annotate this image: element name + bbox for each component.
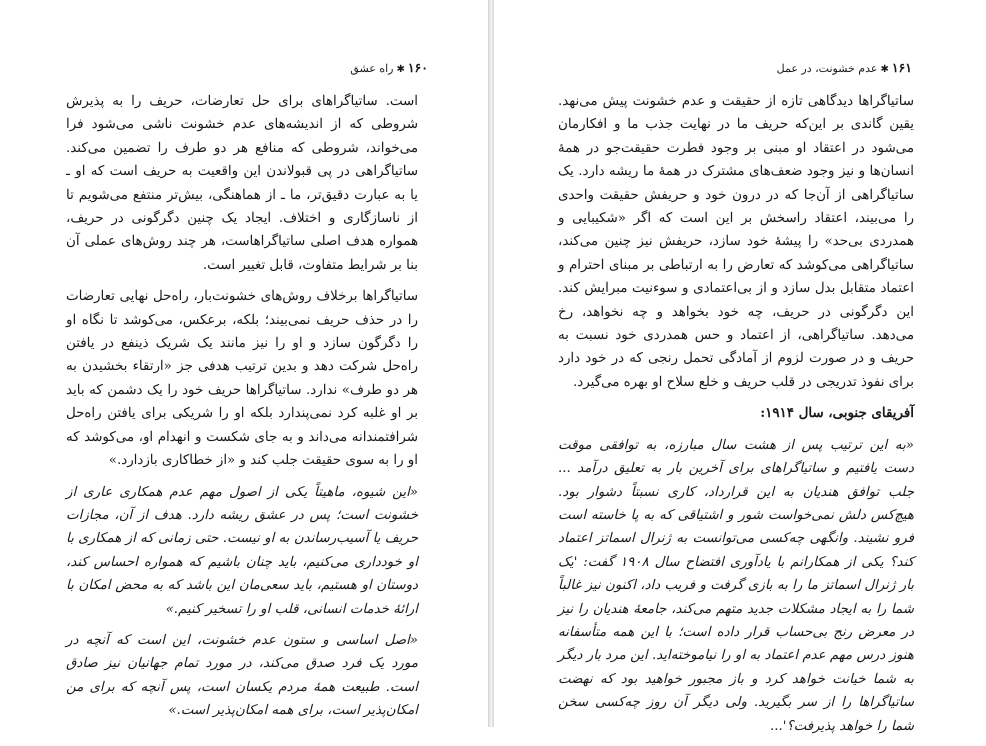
left-header-star-icon: ✱: [396, 64, 405, 75]
left-header-title: راه عشق: [350, 62, 394, 75]
right-running-head: [777, 60, 912, 75]
left-paragraph-1: است. ساتیاگراهای برای حل تعارضات، حریف را به پذیرش شروطی که از اندیشه‌های عدم خشونت ناشی می‌شود فرا می‌خواند، شروطی که منافع هر دو طرف را تضمین می‌کند. ساتیاگراهی در پی قبولاندن این واقعیت به حریف است که او ـ یا به عبارت دقیق‌تر، ما ـ از هماهنگی، بیش‌تر منتفع می‌شویم تا از ناسازگاری و اختلاف. ایجاد یک چنین دگرگونی در حریف، همواره هدف اصلی ساتیاگراهاست، هر چند روش‌های عملی آن بنا بر شرایط متفاوت، قابل تغییر است.: [66, 94, 418, 273]
left-running-head: [350, 60, 428, 75]
right-header-title: عدم خشونت، در عمل: [776, 62, 878, 75]
right-page-number: ۱۶۱: [891, 60, 912, 75]
section-heading: آفریقای جنوبی، سال ۱۹۱۴:: [760, 405, 914, 422]
right-body-text: [558, 90, 914, 746]
left-quote-2: «اصل اساسی و ستون عدم خشونت، این است که آنچه در مورد یک فرد صدق می‌کند، در مورد تمام جهانیان نیز صادق است. طبیعت همهٔ مردم یکسان است، پس آنچه که برای من امکان‌پذیر است، برای همه امکان‌پذیر است.»: [66, 632, 418, 719]
left-paragraph-2: ساتیاگراها برخلاف روش‌های خشونت‌بار، راه‌حل نهایی تعارضات را در حذف حریف نمی‌بیند؛ بلکه، برعکس، می‌کوشد تا نگاه او را دگرگون سازد و او را نیز مانند یک شریک ذینفع در یافتن راه‌حل شرکت دهد و بدین ترتیب هدفی جز «ارتقاء بخشیدن به هر دو طرف» ندارد. ساتیاگراها حریف خود را یک دشمن که باید بر او غلبه کرد نمی‌پندارد بلکه او را شریکی برای یافتن راه‌حل شرافتمندانه می‌داند و به جای شکست و انهدام او، می‌کوشد که او را به سوی حقیقت جلب کند و «از خطاکاری بازدارد.»: [66, 289, 418, 469]
left-quote-1: «این شیوه، ماهیتاً یکی از اصول مهم عدم همکاری عاری از خشونت است؛ پس در عشق ریشه دارد. هدف از آن، مجازات حریف یا آسیب‌رساندن به او نیست. حتی زمانی که از همکاری با او خودداری می‌کنیم، باید چنان باشیم که همواره احساس کند، دوستان او هستیم، باید سعی‌مان این باشد که به محض امکان با ارائهٔ خدمات انسانی، قلب او را تسخیر کنیم.»: [66, 484, 418, 617]
right-paragraph-1: ساتیاگراها دیدگاهی تازه از حقیقت و عدم خشونت پیش می‌نهد. یقین گاندی بر این‌که حریف ما در نهایت جذب ما و افکارمان می‌شود در اعتقاد او مبنی بر وجود فطرت حقیقت‌جو در همهٔ انسان‌ها و نیز وجود ضعف‌های مشترک در همهٔ ما ریشه دارد. یک ساتیاگراهی از آن‌جا که در درون خود و حریفش حقیقت واحدی را می‌بیند، اعتقاد راسخش بر این است که اگر «شکیبایی و همدردی بی‌حد» را پیشهٔ خود سازد، حریفش نیز چنین می‌کند، ساتیاگراهی می‌کوشد که تعارض را به ارتباطی بر مبنای احترام و اعتماد متقابل بدل سازد و از بی‌اعتمادی و سوءنیت مبرایش کند. این دگرگونی در حریف، چه خود بخواهد و چه نخواهد، رخ می‌دهد. ساتیاگراهی، از اعتماد و حس همدردی خود نسبت به حریف و در صورت لزوم از آمادگی تحمل رنجی که در خود دارد برای نفوذ تدریجی در قلب حریف و خلع سلاح او بهره می‌گیرد.: [558, 94, 914, 390]
right-page: [494, 0, 986, 734]
right-header-star-icon: ✱: [880, 64, 889, 75]
right-quote-1: «به این ترتیب پس از هشت سال مبارزه، به توافقی موقت دست یافتیم و ساتیاگراهای برای آخرین بار به تعلیق درآمد ... جلب توافق هندیان به این قرارداد، کاری نسبتاً دشوار بود. هیچ‌کس دلش نمی‌خواست شور و اشتیاقی که به پا خاسته است فرو نشیند. وانگهی چه‌کسی می‌توانست به ژنرال اسماتز اعتماد کند؟ یکی از همکارانم با یادآوری افتضاح سال ۱۹۰۸ گفت: 'یک بار ژنرال اسماتز ما را به بازی گرفت و فریب داد، اکنون نیز غالباً شما را به ایجاد مشکلات جدید متهم می‌کند، جامعهٔ هندیان را نیز در معرض رنج بی‌حساب قرار داده است؛ با این همه متأسفانه هنوز درس مهم عدم اعتماد به او را نیاموخته‌اید. این مرد بار دیگر به شما خیانت خواهد کرد و باز مجبور خواهید بود که نهضت ساتیاگراها را از سر بگیرید. ولی دیگر آن روز چه‌کسی سخن شما را خواهد پذیرفت؟'...: [558, 437, 914, 734]
left-body-text: [66, 90, 418, 731]
left-page-number: ۱۶۰: [407, 60, 428, 75]
left-page: [0, 0, 488, 727]
